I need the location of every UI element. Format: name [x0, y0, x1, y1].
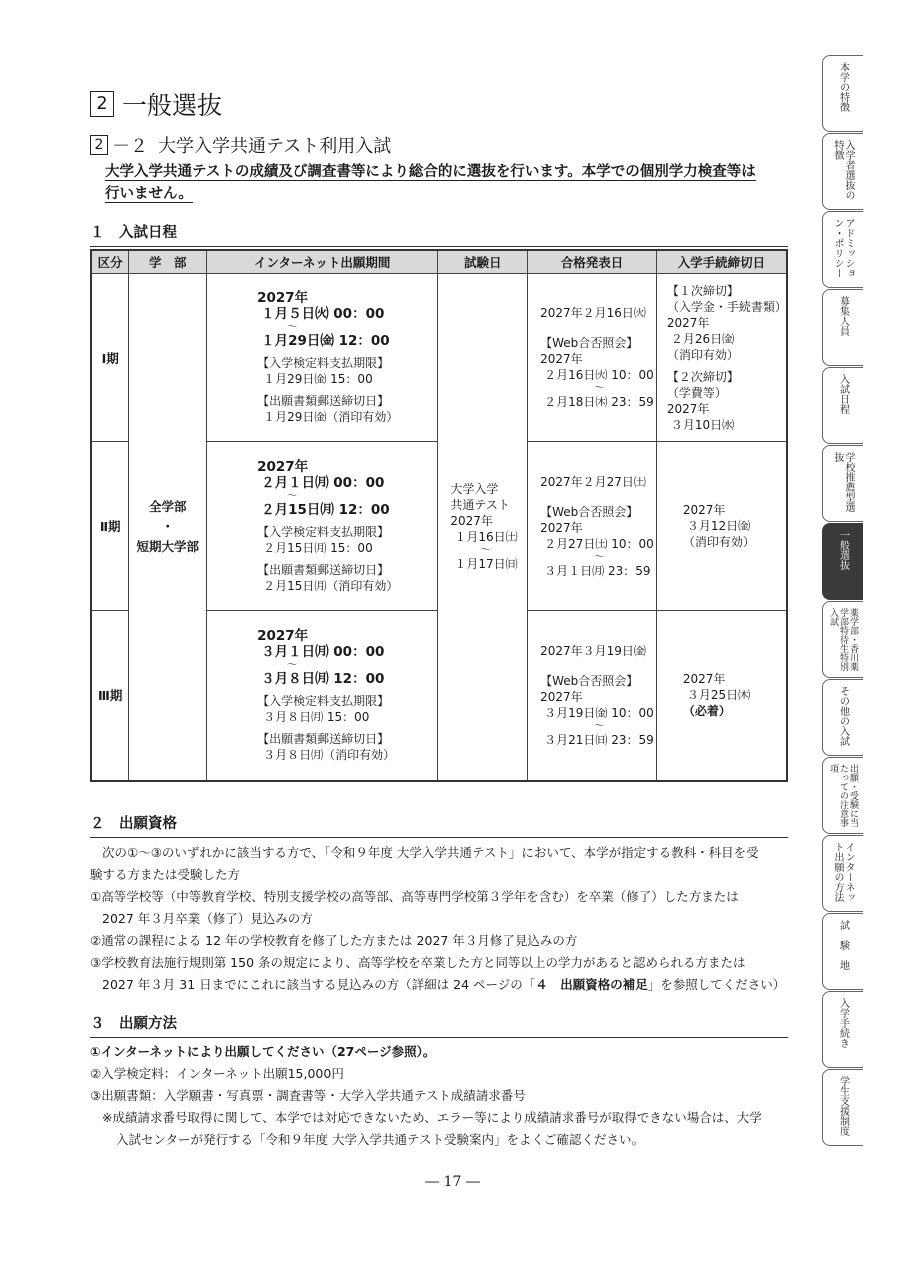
deadline-line: 【２次締切】	[666, 369, 739, 384]
web-result-from: ２月27日㈯ 10：00	[544, 536, 654, 551]
lead-paragraph	[105, 161, 785, 205]
side-tab[interactable]	[822, 991, 863, 1068]
enrollment-deadline-cell	[656, 611, 787, 781]
eligibility-item-1: 2027 年３月卒業（修了）見込みの方	[102, 911, 313, 926]
web-result-year: 2027年	[540, 352, 583, 366]
faculty-line: ・	[161, 518, 174, 534]
header-cell: 入学手続締切日	[656, 250, 787, 274]
side-tab[interactable]	[822, 445, 863, 522]
exam-line: １月17日㈰	[454, 557, 518, 572]
side-tab-active[interactable]	[822, 523, 863, 600]
side-tab-label: 学生支援制度	[837, 1076, 849, 1136]
eligibility-item-3-text: 2027 年３月 31 日までにこれに該当する見込みの方（詳細は 24 ページの「	[102, 977, 536, 992]
heading-number: 2	[90, 91, 114, 117]
result-date: 2027年３月19日㈮	[540, 643, 646, 658]
header-cell: 区分	[91, 250, 129, 274]
enrollment-deadline-cell	[656, 274, 787, 442]
web-result-tilde: 〜	[594, 383, 605, 394]
eligibility-item-1: ①高等学校等（中等教育学校、特別支援学校の高等部、高等専門学校第３学年を含む）を卒業（修了）した方または	[90, 889, 739, 904]
side-tab-label: 学校推薦型選抜	[832, 452, 854, 512]
web-result-to: ２月18日㈭ 23：59	[544, 395, 654, 409]
side-tab[interactable]	[822, 601, 863, 678]
deadline-line: 2027年	[666, 315, 710, 330]
web-result-from: ３月19日㈮ 10：00	[544, 705, 654, 720]
side-tab-label: 薬学部・香川薬学部特待生特別入試	[828, 608, 858, 671]
method-item-2: ②入学検定料：インターネット出願15,000円	[90, 1066, 344, 1081]
doc-deadline-date: ３月８日㈪（消印有効）	[263, 747, 396, 762]
heading-title: 一般選抜	[122, 91, 223, 120]
deadline-line: ３月10日㈬	[670, 417, 735, 432]
app-year: 2027年	[257, 627, 309, 644]
result-cell	[528, 442, 657, 611]
exam-line: 2027年	[450, 514, 493, 529]
section-2-title: ２ 出願資格	[90, 812, 788, 838]
eligibility-text	[90, 842, 790, 996]
application-period-cell	[207, 274, 438, 442]
fee-deadline-date: ２月15日㈪ 15：00	[263, 540, 373, 555]
lead-line-1: 大学入学共通テストの成績及び調査書等により総合的に選抜を行います。本学での個別学力検査等は	[105, 164, 756, 180]
faculty-cell	[129, 274, 207, 781]
app-end: ３月８日㈪ 12：00	[261, 670, 385, 687]
eligibility-intro: 験する方または受験した方	[90, 867, 241, 882]
doc-deadline-date: ２月15日㈪（消印有効）	[263, 578, 399, 593]
fee-deadline-label: 【入学検定料支払期限】	[257, 693, 390, 708]
fee-deadline-date: １月29日㈮ 15：00	[263, 372, 373, 386]
side-tab[interactable]	[822, 367, 863, 444]
deadline-line: （必着）	[682, 704, 731, 719]
eligibility-supplement-ref: ４ 出願資格の補足	[535, 977, 648, 992]
web-result-to: ３月１日㈪ 23：59	[544, 563, 651, 578]
app-tilde: 〜	[287, 490, 298, 502]
side-tab[interactable]	[822, 289, 863, 366]
deadline-line: （消印有効）	[666, 347, 739, 362]
deadline-line: （学費等）	[666, 385, 727, 400]
header-cell: 試験日	[438, 250, 528, 274]
method-note: 入試センターが発行する「令和９年度 大学入学共通テスト受験案内」をよくご確認ください。	[116, 1132, 644, 1147]
web-result-year: 2027年	[540, 520, 583, 535]
app-end: １月29日㈮ 12：00	[261, 333, 390, 349]
web-result-label: 【Web合否照会】	[540, 504, 639, 519]
exam-line: 共通テスト	[450, 498, 510, 513]
section-1-title: １ 入試日程	[90, 221, 788, 247]
exam-date-cell	[438, 274, 528, 781]
section-3-title: ３ 出願方法	[90, 1012, 788, 1038]
subheading-title: 大学入学共通テスト利用入試	[158, 136, 392, 157]
section-heading	[90, 86, 222, 122]
deadline-line: ２月26日㈮	[670, 331, 735, 346]
table-header-row	[91, 250, 787, 274]
side-tab[interactable]	[822, 211, 863, 288]
side-tab[interactable]	[822, 835, 863, 912]
deadline-line: 【１次締切】	[666, 283, 739, 298]
eligibility-item-3: ③学校教育法施行規則第 150 条の規定により、高等学校を卒業した方と同等以上の学力があると認められる方または	[90, 955, 746, 970]
side-tab[interactable]	[822, 55, 863, 132]
page-number: ― 17 ―	[425, 1174, 480, 1190]
faculty-line: 全学部	[148, 498, 187, 514]
result-cell	[528, 274, 657, 442]
eligibility-item-3	[90, 974, 790, 996]
subheading-suffix: －２	[112, 136, 148, 157]
deadline-line: （消印有効）	[682, 535, 755, 549]
side-tab-label: 一般選抜	[837, 530, 849, 570]
side-tab-label: その他の入試	[837, 686, 849, 746]
side-tab[interactable]	[822, 679, 863, 756]
side-tab-label: 入学者選抜の特徴	[832, 140, 854, 200]
web-result-label: 【Web合否照会】	[540, 336, 639, 350]
web-result-from: ２月16日㈫ 10：00	[544, 368, 654, 382]
doc-deadline-label: 【出願書類郵送締切日】	[257, 394, 390, 408]
subsection-heading	[90, 132, 391, 158]
exam-line: １月16日㈯	[454, 530, 518, 545]
app-tilde: 〜	[287, 322, 298, 333]
side-tab[interactable]	[822, 1069, 863, 1146]
term-cell: Ⅱ期	[91, 442, 129, 611]
side-tab-label: インターネット出願の方法	[832, 842, 854, 902]
schedule-table	[90, 249, 788, 782]
web-result-label: 【Web合否照会】	[540, 673, 639, 688]
app-start: ３月１日㈪ 00：00	[261, 643, 385, 660]
app-year: 2027年	[257, 290, 309, 306]
deadline-line: （入学金・手続書類）	[666, 299, 787, 314]
app-year: 2027年	[257, 458, 309, 475]
application-period-cell	[207, 442, 438, 611]
application-method-text	[90, 1041, 790, 1151]
deadline-line: 2027年	[682, 672, 726, 687]
deadline-line: 2027年	[682, 503, 726, 517]
doc-deadline-label: 【出願書類郵送締切日】	[257, 731, 390, 746]
method-item-1: ①インターネットにより出願してください（27ページ参照）。	[90, 1044, 436, 1059]
term-cell: Ⅰ期	[91, 274, 129, 442]
deadline-line: ３月25日㈭	[686, 688, 751, 703]
deadline-line: 2027年	[666, 401, 710, 416]
fee-deadline-label: 【入学検定料支払期限】	[257, 524, 390, 539]
eligibility-intro: 次の①～③のいずれかに該当する方で、「令和９年度 大学入学共通テスト」において、本学が指定する教科・科目を受	[102, 845, 759, 860]
app-end: ２月15日㈪ 12：00	[261, 501, 390, 518]
side-tab[interactable]	[822, 913, 863, 990]
result-date: 2027年２月16日㈫	[540, 306, 646, 320]
side-tab-label: 出願・受験に当たっての注意事項	[828, 764, 858, 827]
exam-line: 大学入学	[450, 482, 499, 497]
doc-deadline-label: 【出願書類郵送締切日】	[257, 562, 390, 577]
side-tab-label: アドミッション・ポリシー	[832, 218, 854, 278]
side-tab[interactable]	[822, 133, 863, 210]
method-note: ※成績請求番号取得に関して、本学では対応できないため、エラー等により成績請求番号が取得できない場合は、大学	[102, 1110, 762, 1125]
eligibility-item-3-text: 」を参照してください）	[647, 977, 786, 992]
result-date: 2027年２月27日㈯	[540, 474, 646, 489]
fee-deadline-date: ３月８日㈪ 15：00	[263, 709, 370, 724]
faculty-line: 短期大学部	[136, 538, 199, 554]
eligibility-item-2: ②通常の課程による 12 年の学校教育を修了した方または 2027 年３月修了見込みの方	[90, 933, 578, 948]
enrollment-deadline-cell	[656, 442, 787, 611]
side-tab-label: 本学の特徴	[837, 62, 849, 112]
side-tab-label: 募集人員	[837, 296, 849, 336]
header-cell: 合格発表日	[528, 250, 657, 274]
web-result-to: ３月21日㈰ 23：59	[544, 732, 654, 747]
app-tilde: 〜	[287, 659, 298, 671]
web-result-year: 2027年	[540, 689, 583, 704]
side-tab-label: 入試日程	[837, 374, 849, 414]
side-tab[interactable]	[822, 757, 863, 834]
app-start: １月５日㈫ 00：00	[261, 306, 385, 322]
side-tab-label: 入学手続き	[837, 998, 849, 1048]
app-start: ２月１日㈪ 00：00	[261, 474, 385, 491]
header-cell: インターネット出願期間	[207, 250, 438, 274]
method-item-3: ③出願書類：入学願書・写真票・調査書等・大学入学共通テスト成績請求番号	[90, 1088, 526, 1103]
web-result-tilde: 〜	[594, 551, 605, 563]
term-cell: Ⅲ期	[91, 611, 129, 781]
deadline-line: ３月12日㈮	[686, 519, 751, 533]
header-cell: 学 部	[129, 250, 207, 274]
web-result-tilde: 〜	[594, 720, 605, 732]
side-tab-label: 試験地	[837, 920, 849, 980]
table-row	[91, 274, 787, 442]
subheading-number: 2	[90, 135, 108, 155]
doc-deadline-date: １月29日㈮（消印有効）	[263, 410, 399, 424]
lead-line-2: 行いません。	[105, 186, 193, 202]
exam-tilde: 〜	[480, 545, 491, 557]
result-cell	[528, 611, 657, 781]
fee-deadline-label: 【入学検定料支払期限】	[257, 356, 390, 370]
application-period-cell	[207, 611, 438, 781]
